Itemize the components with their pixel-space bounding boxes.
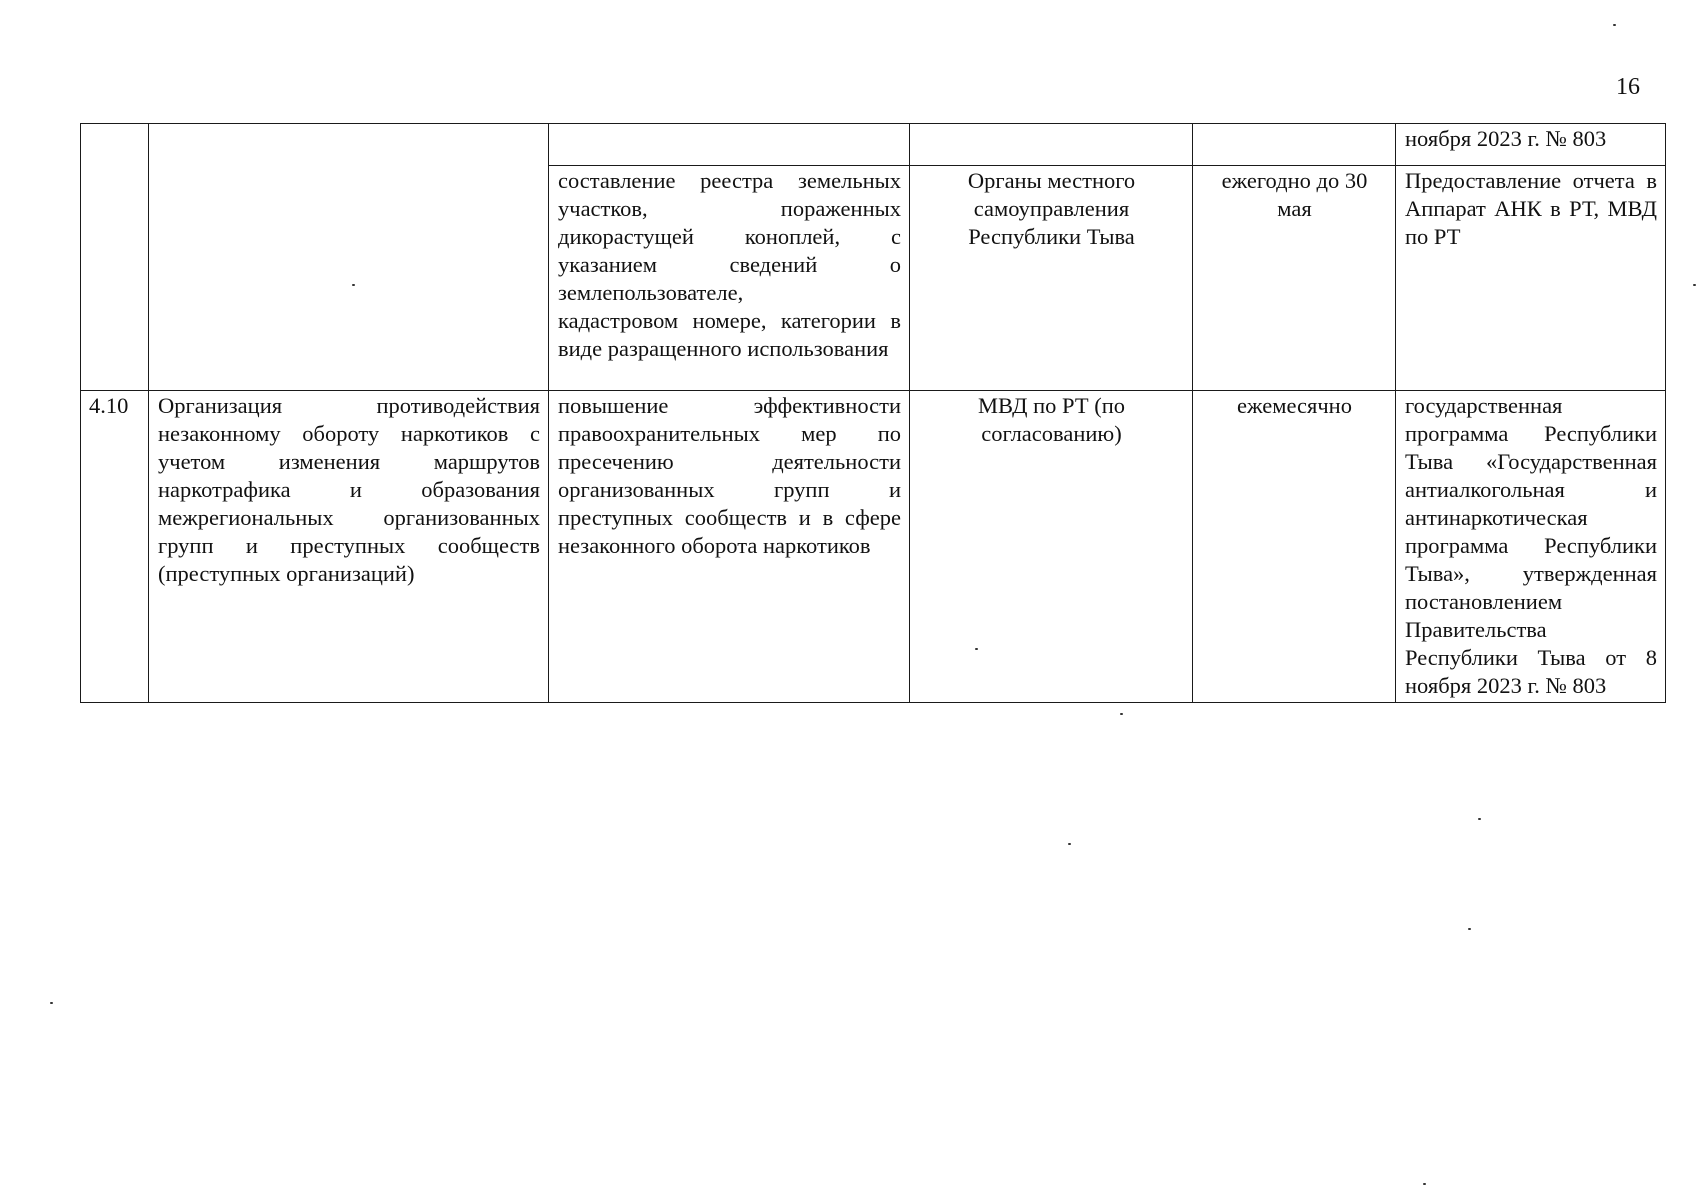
- cell-executor: [910, 124, 1193, 166]
- table-row: [81, 124, 1666, 166]
- scan-speck: [1478, 818, 1481, 820]
- scan-speck: [1468, 928, 1471, 930]
- cell-result: повышение эффективности правоохранительных мер по пресечению деятельности организованных групп и преступных сообществ и в сфере незаконного оборота наркотиков: [549, 391, 910, 703]
- cell-result: [549, 166, 910, 391]
- result-text: составление реестра земельных участков, пораженных дикорастущей коноплей, с указанием сведений о землепользователе,: [558, 168, 901, 305]
- scan-speck: [1120, 713, 1123, 715]
- cell-event: Организация противодействия незаконному обороту наркотиков с учетом изменения маршрутов наркотрафика и образования межрегиональных организованных групп и преступных сообществ (преступных организаций): [149, 391, 549, 703]
- scan-speck: [1068, 843, 1071, 845]
- page-number: 16: [1616, 74, 1640, 100]
- cell-deadline: ежемесячно: [1193, 391, 1396, 703]
- scan-speck: [352, 284, 355, 286]
- cell-basis: ноября 2023 г. № 803: [1396, 124, 1666, 166]
- scan-speck: [1613, 24, 1616, 26]
- cell-executor: Органы местного самоуправления Республики Тыва: [910, 166, 1193, 391]
- scan-speck: [1423, 1183, 1426, 1185]
- cell-number: 4.10: [81, 391, 149, 703]
- cell-event: [149, 124, 549, 391]
- scan-speck: [1693, 284, 1696, 286]
- cell-basis: государственная программа Республики Тыва «Государственная антиалкогольная и антинаркотическая программа Республики Тыва», утвержденная постановлением Правительства Республики Тыва от 8 ноября 2023 г. № 803: [1396, 391, 1666, 703]
- cell-basis: Предоставление отчета в Аппарат АНК в РТ, МВД по РТ: [1396, 166, 1666, 391]
- scan-speck: [975, 648, 978, 650]
- scan-speck: [50, 1002, 53, 1004]
- cell-executor: МВД по РТ (по согласованию): [910, 391, 1193, 703]
- table-row: [81, 391, 1666, 703]
- measures-table: [80, 123, 1666, 703]
- cell-number: [81, 124, 149, 391]
- cell-deadline: ежегодно до 30 мая: [1193, 166, 1396, 391]
- cell-deadline: [1193, 124, 1396, 166]
- cell-result: [549, 124, 910, 166]
- result-text-continued: кадастровом номере, категории в виде разращенного использования: [558, 308, 901, 361]
